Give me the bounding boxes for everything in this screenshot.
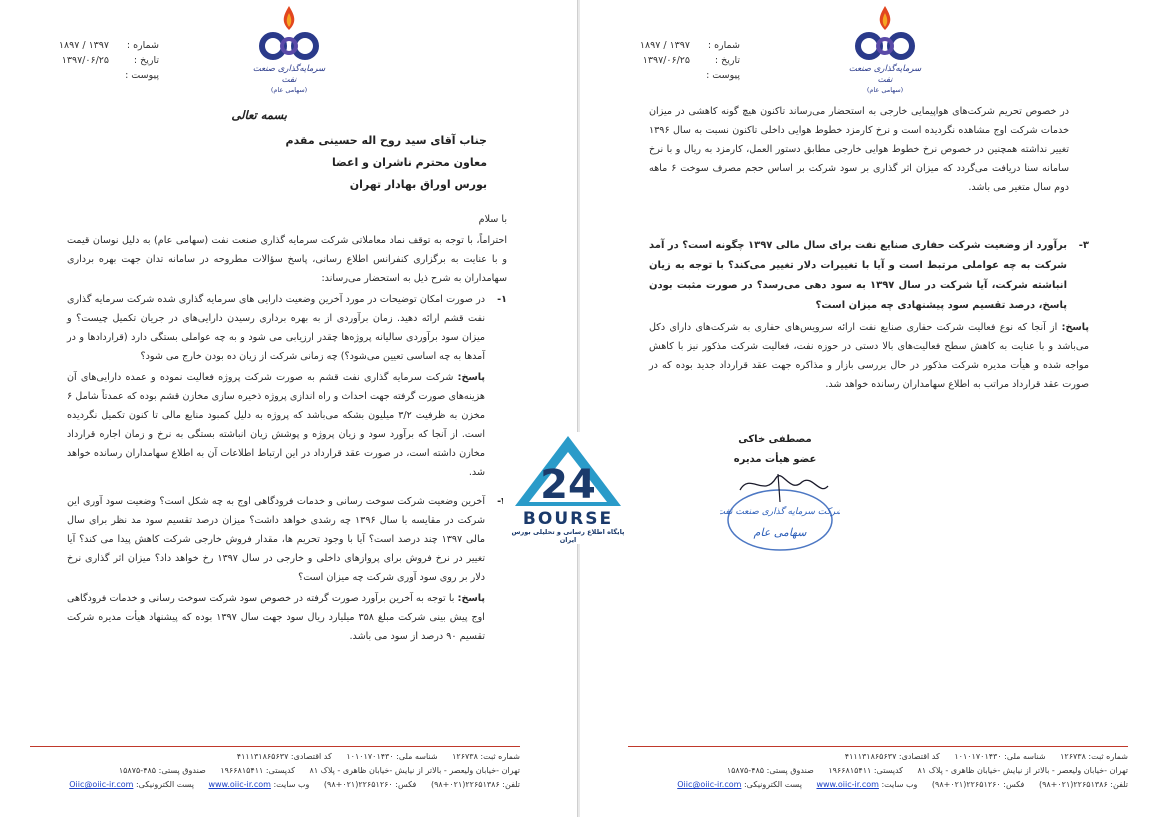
footer-reg-number: شماره ثبت: ۱۲۶۷۳۸ bbox=[1060, 752, 1128, 761]
attachment-label: پیوست : bbox=[706, 70, 740, 81]
logo-graphic bbox=[248, 4, 330, 64]
footer-website-link[interactable]: www.oiic-ir.com bbox=[208, 780, 271, 789]
footer-reg-number: شماره ثبت: ۱۲۶۷۳۸ bbox=[452, 752, 520, 761]
letter-meta bbox=[640, 38, 740, 83]
answer-1 bbox=[67, 368, 507, 482]
footer-phone: تلفن: ۲۲۶۵۱۳۸۶(۰۲۱+۹۸) bbox=[1038, 780, 1128, 789]
question-1-text: در صورت امکان توضیحات در مورد آخرین وضعیت دارایی های سرمایه گذاری شده شرکت سرمایه گذاری نفت قشم ارائه دهید. زمان برآوردی از به بهره برداری رسیدن دارایی‌های در جریان تکمیل چیست؟ و میزان سود برآوردی سالیانه پروژه‌ها چقدر ارزیابی می شود و به چه عواملی بستگی دارد (قراردادها و در آمدها به چه اساسی تعیین می‌شود؟) چه زمانی شرکت از زیان ده بودن خارج می شود؟ bbox=[67, 294, 485, 362]
answer-3-label: پاسخ: bbox=[1061, 322, 1089, 333]
number-label: شماره : bbox=[707, 40, 740, 51]
bourse-24-logo-icon bbox=[503, 432, 633, 544]
footer-ids bbox=[628, 750, 1128, 764]
footer-email-label: پست الکترونیکی: bbox=[743, 780, 802, 789]
footer-divider bbox=[30, 746, 520, 747]
footer-phone: تلفن: ۲۲۶۵۱۳۸۶(۰۲۱+۹۸) bbox=[430, 780, 520, 789]
footer-fax: فکس: ۲۲۶۵۱۲۶۰(۰۲۱+۹۸) bbox=[931, 780, 1025, 789]
addressee-block bbox=[286, 130, 487, 196]
date-label: تاریخ : bbox=[714, 55, 740, 66]
footer-address: تهران -خیابان ولیعصر - بالاتر از نیایش -خیابان ظاهری - پلاک ۸۱ bbox=[917, 766, 1128, 775]
logo-subtext: (سهامی عام) bbox=[866, 86, 904, 94]
footer-ids bbox=[30, 750, 520, 764]
answer-2-label: پاسخ: bbox=[457, 593, 485, 604]
footer-address-row bbox=[628, 764, 1128, 778]
letter-body-left bbox=[67, 210, 507, 648]
logo-text: سرمایه‌گذاری صنعت نفت bbox=[252, 64, 326, 85]
letter-body-right bbox=[649, 102, 1069, 199]
intro-paragraph: احتراماً، با توجه به توقف نماد معاملاتی شرکت سرمایه گذاری صنعت نفت (سهامی عام) به دلیل نوسان قیمت و با عنایت به برگزاری کنفرانس اطلاع رسانی، پاسخ سؤالات مطروحه در سامانه تدان جهت بهره برداری سهامداران به شرح ذیل به استحضار می‌رساند: bbox=[67, 235, 507, 284]
addressee-title: معاون محترم ناشران و اعضا bbox=[332, 156, 487, 169]
footer-national-id: شناسه ملی: ۱۰۱۰۱۷۰۱۴۳۰ bbox=[954, 752, 1046, 761]
letter-page-2 bbox=[580, 0, 1159, 817]
footer-divider bbox=[628, 746, 1128, 747]
bourse-triangle-graphic bbox=[503, 432, 633, 510]
question-3-number: ۳- bbox=[1078, 240, 1089, 251]
addressee-org: بورس اوراق بهادار تهران bbox=[349, 178, 487, 191]
footer-po-box: صندوق پستی: ۴۸۵-۱۵۸۷۵ bbox=[726, 766, 814, 775]
bourse-tagline: پایگاه اطلاع رسانی و تحلیلی بورس ایران bbox=[511, 528, 625, 544]
answer-2-text: با توجه به آخرین برآورد صورت گرفته در خصوص سود شرکت سوخت رسانی و خدمات فرودگاهی اوج پیش بینی شرکت مبلغ ۳۵۸ میلیارد ریال سود جهت سال ۱۳۹۷ بوده که پیشنهاد هیأت مدیره شرکت تقسیم ۹۰ درصد از سود می باشد. bbox=[67, 593, 485, 642]
footer-website-label: وب سایت: bbox=[881, 780, 918, 789]
question-2 bbox=[67, 492, 507, 587]
logo-graphic bbox=[844, 4, 926, 64]
bourse-wordmark: BOURSE bbox=[522, 509, 614, 529]
addressee-name: جناب آقای سید روح اله حسینی مقدم bbox=[285, 134, 487, 147]
footer-fax: فکس: ۲۲۶۵۱۲۶۰(۰۲۱+۹۸) bbox=[323, 780, 417, 789]
signature-stroke bbox=[778, 474, 780, 502]
footer-address: تهران -خیابان ولیعصر - بالاتر از نیایش -خیابان ظاهری - پلاک ۸۱ bbox=[309, 766, 520, 775]
answer-3 bbox=[649, 318, 1089, 394]
letter-date: ۱۳۹۷/۰۶/۲۵ bbox=[61, 55, 109, 66]
logo-text: سرمایه‌گذاری صنعت نفت bbox=[848, 64, 922, 85]
logo-subtext: (سهامی عام) bbox=[270, 86, 308, 94]
footer-contact-row bbox=[30, 778, 520, 792]
question-2-text: آخرین وضعیت شرکت سوخت رسانی و خدمات فرودگاهی اوج به چه شکل است؟ وضعیت سود آوری این شرکت در مقایسه با سال ۱۳۹۶ چه رشدی خواهد داشت؟ میزان درصد تقسیم سود مد نظر برای سال مالی ۱۳۹۷ چند درصد است؟ آیا با وجود تحریم ها، مقدار فروش خارجی شرکت کاهش پیدا می کند؟ آیا تغییر در نرخ فروش برای پروازهای داخلی و خارجی در سال ۱۳۹۷ رخ خواهد داد؟ میزان اثر گذاری نرخ دلار بر روی سود آوری شرکت چه میزان است؟ bbox=[67, 496, 486, 583]
stamp-subtext: سهامی عام bbox=[753, 526, 807, 539]
footer-contact-row bbox=[628, 778, 1128, 792]
answer-2 bbox=[67, 589, 507, 646]
bism-heading: بسمه تعالی bbox=[231, 108, 287, 122]
signature-block bbox=[720, 430, 830, 470]
question-2-number: - bbox=[497, 496, 502, 507]
oil-company-logo-icon bbox=[844, 4, 926, 96]
footer-address-row bbox=[30, 764, 520, 778]
company-stamp-icon bbox=[720, 468, 840, 558]
answer-3-text: از آنجا که نوع فعالیت شرکت حفاری صنایع نفت ارائه سرویس‌های حفاری به شرکت‌های دارای دکل می‌باشد و با عنایت به کاهش سطح فعالیت‌های بالا دستی در حوزه نفت، فعالیت شرکت مذکور نیز با کاهش مواجه شده و هیأت مدیره شرکت مذکور در حال بررسی بازار و مذاکره جهت عقد قرارداد جدید بوده که در صورت عقد قرارداد مراتب به اطلاع سهامداران رسانده خواهد شد. bbox=[649, 322, 1089, 390]
continuation-paragraph: در خصوص تحریم شرکت‌های هواپیمایی خارجی به استحضار می‌رساند تاکنون هیچ گونه کاهشی در میزان خدمات شرکت اوج مشاهده نگردیده است و نرخ کارمزد خطوط هوایی داخلی تاکنون نسبت به سال ۱۳۹۶ تغییر نداشته همچنین در خصوص نرخ خطوط هوایی خارجی مطابق دستور العمل، کارمزد به ریال و با نرخ سامانه سنا دریافت می‌گردد که میزان اثر گذاری بر سود شرکت بر اساس حجم مصرف سوخت ۶ ماهه دوم سال متغیر می باشد. bbox=[649, 106, 1069, 193]
stamp-graphic bbox=[720, 468, 840, 558]
date-label: تاریخ : bbox=[133, 55, 159, 66]
footer-economic-code: کد اقتصادی: ۴۱۱۱۳۱۸۶۵۶۳۷ bbox=[844, 752, 940, 761]
letter-number: ۱۳۹۷ / ۱۸۹۷ bbox=[58, 40, 109, 51]
letter-number: ۱۳۹۷ / ۱۸۹۷ bbox=[639, 40, 690, 51]
footer-email-link[interactable]: Oiic@oiic-ir.com bbox=[69, 780, 134, 789]
answer-1-text: شرکت سرمایه گذاری نفت قشم به صورت شرکت پروژه فعالیت نموده و عمده دارایی‌های آن هزینه‌های صورت گرفته جهت احداث و راه اندازی پروژه ذخیره سازی مخازن قشم بوده که عمدتاً شامل ۶ مخزن به ظرفیت ۳/۲ میلیون بشکه می‌باشد که پروژه به دلیل کمبود منابع مالی تا کنون تکمیل نگردیده است. از آنجا که برآورد سود و زیان پروژه و پوشش زیان انباشته بستگی به نرخ و زمان اجاره قرارداد مخازن داشته است، در صورت عقد قرارداد در این ارتباط اطلاعات آن به اطلاع سهامداران رسانده خواهد شد. bbox=[67, 372, 485, 478]
oil-company-logo-icon bbox=[248, 4, 330, 96]
attachment-label: پیوست : bbox=[125, 70, 159, 81]
footer-email-label: پست الکترونیکی: bbox=[135, 780, 194, 789]
footer-website-label: وب سایت: bbox=[273, 780, 310, 789]
signer-title: عضو هیأت مدیره bbox=[733, 454, 817, 465]
letter-date: ۱۳۹۷/۰۶/۲۵ bbox=[642, 55, 690, 66]
letter-page-1 bbox=[0, 0, 578, 817]
letter-meta bbox=[59, 38, 159, 83]
question-1-number: ۱- bbox=[497, 294, 507, 305]
question-3 bbox=[649, 236, 1089, 316]
footer-economic-code: کد اقتصادی: ۴۱۱۱۳۱۸۶۵۶۳۷ bbox=[236, 752, 332, 761]
signer-name: مصطفی خاکی bbox=[738, 434, 812, 445]
signature-icon bbox=[740, 476, 828, 490]
greeting: با سلام bbox=[478, 214, 507, 225]
answer-1-label: پاسخ: bbox=[457, 372, 485, 383]
question-3-text: برآورد از وضعیت شرکت حفاری صنایع نفت برای سال مالی ۱۳۹۷ چگونه است؟ در آمد شرکت به چه عواملی مرتبط است و آیا با تغییرات دلار تغییر می‌کند؟ با توجه به زیان انباشته شرکت، آیا شرکت در سال ۱۳۹۷ به سود دهی می‌رسد؟ در صورت مثبت بودن پاسخ، درصد تقسیم سود پیشنهادی چه میزان است؟ bbox=[649, 240, 1067, 311]
stamp-text: شرکت سرمایه گذاری صنعت نفت bbox=[720, 507, 840, 517]
footer-email-link[interactable]: Oiic@oiic-ir.com bbox=[677, 780, 742, 789]
footer-website-link[interactable]: www.oiic-ir.com bbox=[816, 780, 879, 789]
footer-po-box: صندوق پستی: ۴۸۵-۱۵۸۷۵ bbox=[118, 766, 206, 775]
footer-national-id: شناسه ملی: ۱۰۱۰۱۷۰۱۴۳۰ bbox=[346, 752, 438, 761]
footer-postal-code: کدپستی: ۱۹۶۶۸۱۵۴۱۱ bbox=[220, 766, 295, 775]
bourse-number: 24 bbox=[540, 462, 596, 508]
footer-postal-code: کدپستی: ۱۹۶۶۸۱۵۴۱۱ bbox=[828, 766, 903, 775]
letter-footer-right bbox=[628, 746, 1128, 792]
letter-footer-left bbox=[30, 746, 520, 792]
question-1 bbox=[67, 290, 507, 366]
number-label: شماره : bbox=[126, 40, 159, 51]
